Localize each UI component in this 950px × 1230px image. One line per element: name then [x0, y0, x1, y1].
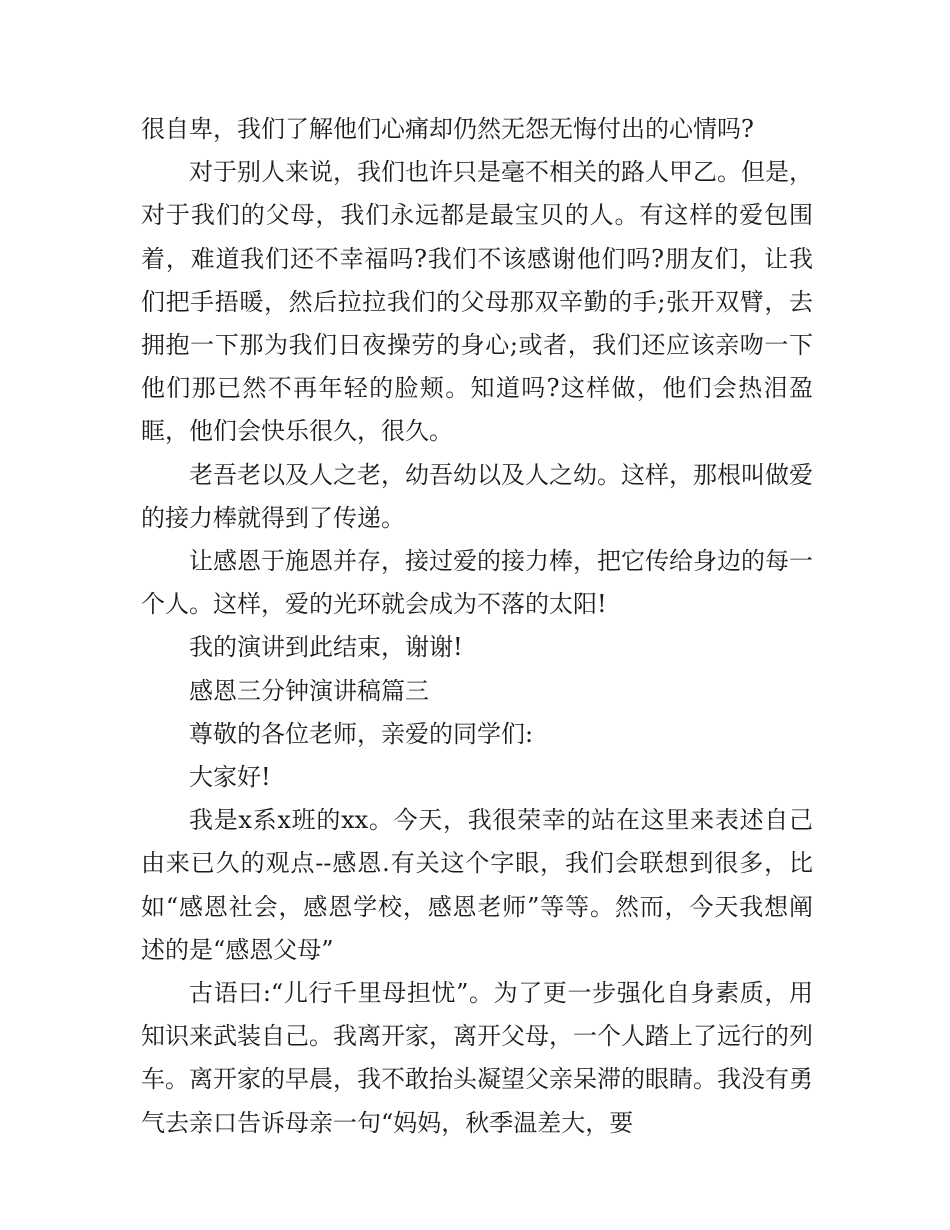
paragraph-introduction: 我是x系x班的xx。今天，我很荣幸的站在这里来表述自己由来已久的观点--感恩.有关这个字眼，我们会联想到很多，比如“感恩社会，感恩学校，感恩老师”等等。然而，今天我想阐述的是“感恩父母”: [141, 806, 813, 964]
paragraph-greeting: 大家好!: [189, 763, 271, 792]
paragraph-leaving-home: 古语曰:“儿行千里母担忧”。为了更一步强化自身素质，用知识来武装自己。我离开家，离开父母，一个人踏上了远行的列车。离开家的早晨，我不敢抬头凝望父亲呆滞的眼睛。我没有勇气去亲口告诉母亲一句“妈妈，秋季温差大，要: [141, 979, 813, 1137]
paragraph-salutation: 尊敬的各位老师，亲爱的同学们:: [189, 719, 534, 748]
paragraph-respect-elders: 老吾老以及人之老，幼吾幼以及人之幼。这样，那根叫做爱的接力棒就得到了传递。: [141, 460, 813, 532]
paragraph-continuation: 很自卑，我们了解他们心痛却仍然无怨无悔付出的心情吗?: [141, 115, 754, 143]
paragraph-strangers-and-parents: 对于别人来说，我们也许只是毫不相关的路人甲乙。但是，对于我们的父母，我们永远都是最宝贝的人。有这样的爱包围着，难道我们还不幸福吗?我们不该感谢他们吗?朋友们，让我们把手捂暖，然后拉拉我们的父母那双辛勤的手;张开双臂，去拥抱一下那为我们日夜操劳的身心;或者，我们还应该亲吻一下他们那已然不再年轻的脸颊。知道吗?这样做，他们会热泪盈眶，他们会快乐很久，很久。: [141, 158, 813, 446]
paragraph-gratitude-baton: 让感恩于施恩并存，接过爱的接力棒，把它传给身边的每一个人。这样，爱的光环就会成为不落的太阳!: [141, 547, 813, 619]
section-heading: 感恩三分钟演讲稿篇三: [189, 676, 429, 705]
paragraph-closing: 我的演讲到此结束，谢谢!: [189, 633, 463, 662]
document-body: [141, 108, 813, 1145]
